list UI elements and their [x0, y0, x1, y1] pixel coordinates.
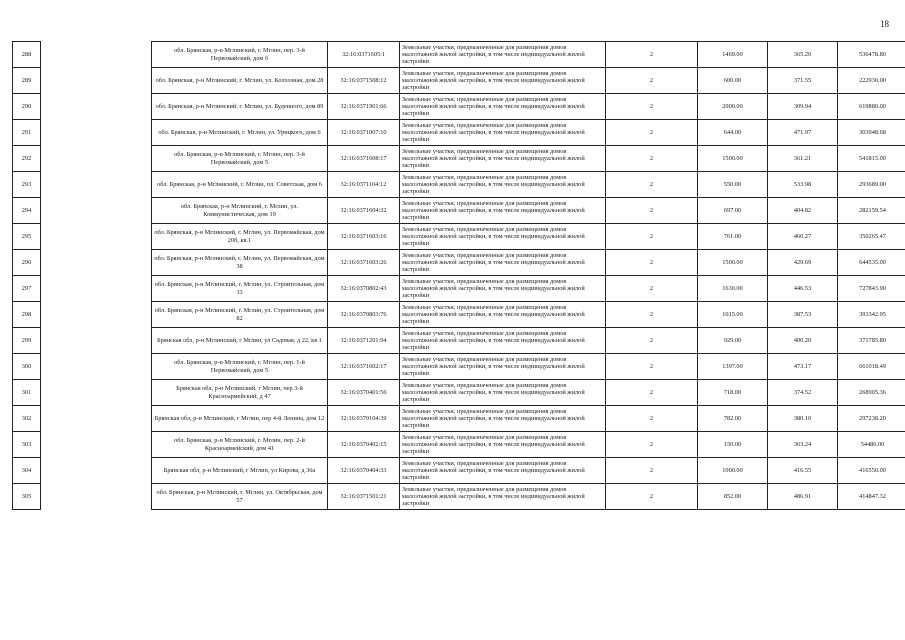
spacer-cell: [41, 146, 152, 172]
spacer-cell: [41, 276, 152, 302]
table-row: [13, 224, 905, 250]
price-cell: 400.20: [768, 328, 838, 354]
row-number-cell: 290: [13, 94, 41, 120]
permitted-use-cell: Земельные участки, предназначенные для размещения домов малоэтажной жилой застройки, в том числе индивидуальной жилой застройки: [400, 302, 606, 328]
area-cell: 1500.00: [698, 250, 768, 276]
cadastral-number-cell: 32:16:0370401:56: [328, 380, 400, 406]
cadastral-number-cell: 32:16:0371501:21: [328, 484, 400, 510]
area-cell: 150.00: [698, 432, 768, 458]
price-cell: 471.97: [768, 120, 838, 146]
permitted-use-cell: Земельные участки, предназначенные для размещения домов малоэтажной жилой застройки, в том числе индивидуальной жилой застройки: [400, 94, 606, 120]
address-cell: обл. Брянская, р-н Мглинский, г. Мглин, пер. 2-й Красноармейский, дом 41: [152, 432, 328, 458]
area-cell: 2000.00: [698, 94, 768, 120]
price-cell: 387.53: [768, 302, 838, 328]
row-number-cell: 302: [13, 406, 41, 432]
row-number-cell: 297: [13, 276, 41, 302]
permitted-use-cell: Земельные участки, предназначенные для размещения домов малоэтажной жилой застройки, в том числе индивидуальной жилой застройки: [400, 276, 606, 302]
quantity-cell: 2: [606, 224, 698, 250]
page-number: 18: [880, 19, 889, 29]
spacer-cell: [41, 432, 152, 458]
address-cell: Брянская обл, р-н Мглинский, г Мглин, ул Садовая, д 22, кв 1: [152, 328, 328, 354]
spacer-cell: [41, 68, 152, 94]
cadastral-value-cell: 541815.00: [838, 146, 905, 172]
price-cell: 446.53: [768, 276, 838, 302]
row-number-cell: 289: [13, 68, 41, 94]
row-number-cell: 292: [13, 146, 41, 172]
cadastral-value-cell: 350265.47: [838, 224, 905, 250]
price-cell: 429.69: [768, 250, 838, 276]
cadastral-value-cell: 371785.80: [838, 328, 905, 354]
spacer-cell: [41, 250, 152, 276]
table-row: [13, 354, 905, 380]
area-cell: 644.00: [698, 120, 768, 146]
table-row: [13, 250, 905, 276]
table-row: [13, 120, 905, 146]
cadastral-number-cell: 32:16:0371603:16: [328, 224, 400, 250]
row-number-cell: 293: [13, 172, 41, 198]
quantity-cell: 2: [606, 406, 698, 432]
cadastral-value-cell: 222930.00: [838, 68, 905, 94]
table-row: [13, 302, 905, 328]
price-cell: 460.27: [768, 224, 838, 250]
cadastral-number-cell: 32:16:0371104:12: [328, 172, 400, 198]
spacer-cell: [41, 42, 152, 68]
cadastral-number-cell: 32:16:0371603:26: [328, 250, 400, 276]
table-row: [13, 380, 905, 406]
price-cell: 486.91: [768, 484, 838, 510]
row-number-cell: 301: [13, 380, 41, 406]
address-cell: обл. Брянская, р-н Мглинский, г. Мглин, ул. Первомайская, дом 20б, кв.1: [152, 224, 328, 250]
permitted-use-cell: Земельные участки, предназначенные для размещения домов малоэтажной жилой застройки, в том числе индивидуальной жилой застройки: [400, 198, 606, 224]
permitted-use-cell: Земельные участки, предназначенные для размещения домов малоэтажной жилой застройки, в том числе индивидуальной жилой застройки: [400, 224, 606, 250]
quantity-cell: 2: [606, 380, 698, 406]
address-cell: обл. Брянская, р-н Мглинский, г. Мглин, пер. 1-й Первомайский, дом 5: [152, 354, 328, 380]
area-cell: 1397.00: [698, 354, 768, 380]
address-cell: обл. Брянская, р-н Мглинский, г. Мглин, ул. Коммунистическая, дом 19: [152, 198, 328, 224]
address-cell: обл. Брянская, р-н Мглинский, г. Мглин, ул. Колхозная, дом 28: [152, 68, 328, 94]
price-cell: 371.55: [768, 68, 838, 94]
row-number-cell: 304: [13, 458, 41, 484]
price-cell: 473.17: [768, 354, 838, 380]
permitted-use-cell: Земельные участки, предназначенные для размещения домов малоэтажной жилой застройки, в том числе индивидуальной жилой застройки: [400, 120, 606, 146]
permitted-use-cell: Земельные участки, предназначенные для размещения домов малоэтажной жилой застройки, в том числе индивидуальной жилой застройки: [400, 354, 606, 380]
table-row: [13, 68, 905, 94]
address-cell: Брянская обл, р-н Мглинский, г Мглин, ул Кирова, д 36а: [152, 458, 328, 484]
price-cell: 533.98: [768, 172, 838, 198]
area-cell: 550.00: [698, 172, 768, 198]
cadastral-value-cell: 414847.32: [838, 484, 905, 510]
table-row: [13, 432, 905, 458]
address-cell: обл. Брянская, р-н Мглинский, г. Мглин, ул. Урицкого, дом 6: [152, 120, 328, 146]
row-number-cell: 291: [13, 120, 41, 146]
address-cell: обл. Брянская, р-н Мглинский, г. Мглин, ул. Первомайская, дом 38: [152, 250, 328, 276]
quantity-cell: 2: [606, 484, 698, 510]
permitted-use-cell: Земельные участки, предназначенные для размещения домов малоэтажной жилой застройки, в том числе индивидуальной жилой застройки: [400, 146, 606, 172]
address-cell: обл. Брянская, р-н Мглинский, г. Мглин, ул. Буденного, дом 89: [152, 94, 328, 120]
price-cell: 374.52: [768, 380, 838, 406]
permitted-use-cell: Земельные участки, предназначенные для размещения домов малоэтажной жилой застройки, в том числе индивидуальной жилой застройки: [400, 42, 606, 68]
area-cell: 1630.00: [698, 276, 768, 302]
cadastral-number-cell: 32:16:0371604:32: [328, 198, 400, 224]
quantity-cell: 2: [606, 432, 698, 458]
spacer-cell: [41, 224, 152, 250]
table-row: [13, 484, 905, 510]
quantity-cell: 2: [606, 172, 698, 198]
row-number-cell: 288: [13, 42, 41, 68]
table-row: [13, 94, 905, 120]
table-row: [13, 198, 905, 224]
price-cell: 404.82: [768, 198, 838, 224]
table-row: [13, 458, 905, 484]
price-cell: 361.21: [768, 146, 838, 172]
cadastral-value-cell: 268905.36: [838, 380, 905, 406]
area-cell: 1015.00: [698, 302, 768, 328]
cadastral-number-cell: 32:16:0371608:17: [328, 146, 400, 172]
price-cell: 363.24: [768, 432, 838, 458]
quantity-cell: 2: [606, 42, 698, 68]
permitted-use-cell: Земельные участки, предназначенные для размещения домов малоэтажной жилой застройки, в том числе индивидуальной жилой застройки: [400, 380, 606, 406]
area-cell: 782.00: [698, 406, 768, 432]
spacer-cell: [41, 354, 152, 380]
address-cell: обл. Брянская, р-н Мглинский, г. Мглин, ул. Строительная, дом 82: [152, 302, 328, 328]
quantity-cell: 2: [606, 94, 698, 120]
cadastral-number-cell: 32:16:0371602:17: [328, 354, 400, 380]
address-cell: Брянская обл, р-н Мглинский, г Мглин, пер 4-й Ленина, дом 12: [152, 406, 328, 432]
cadastral-number-cell: 32:16:0371901:66: [328, 94, 400, 120]
price-cell: 309.94: [768, 94, 838, 120]
price-cell: 365.20: [768, 42, 838, 68]
address-cell: обл. Брянская, р-н Мглинский, г. Мглин, пер. 3-й Первомайский, дом 5: [152, 146, 328, 172]
area-cell: 852.00: [698, 484, 768, 510]
row-number-cell: 305: [13, 484, 41, 510]
address-cell: обл. Брянская, р-н Мглинский, г. Мглин, ул. Октябрьская, дом 57: [152, 484, 328, 510]
table-row: [13, 328, 905, 354]
quantity-cell: 2: [606, 120, 698, 146]
spacer-cell: [41, 484, 152, 510]
table-body: [13, 42, 905, 510]
area-cell: 929.00: [698, 328, 768, 354]
table-row: [13, 276, 905, 302]
area-cell: 600.00: [698, 68, 768, 94]
area-cell: 1000.00: [698, 458, 768, 484]
cadastral-value-cell: 293689.00: [838, 172, 905, 198]
row-number-cell: 294: [13, 198, 41, 224]
permitted-use-cell: Земельные участки, предназначенные для размещения домов малоэтажной жилой застройки, в том числе индивидуальной жилой застройки: [400, 68, 606, 94]
area-cell: 697.00: [698, 198, 768, 224]
area-cell: 761.00: [698, 224, 768, 250]
row-number-cell: 298: [13, 302, 41, 328]
spacer-cell: [41, 172, 152, 198]
spacer-cell: [41, 198, 152, 224]
address-cell: обл. Брянская, р-н Мглинский, г. Мглин, ул. Строительная, дом 33: [152, 276, 328, 302]
quantity-cell: 2: [606, 302, 698, 328]
cadastral-value-cell: 727843.90: [838, 276, 905, 302]
cadastral-value-cell: 297238.20: [838, 406, 905, 432]
cadastral-value-cell: 303948.68: [838, 120, 905, 146]
cadastral-value-cell: 619880.00: [838, 94, 905, 120]
permitted-use-cell: Земельные участки, предназначенные для размещения домов малоэтажной жилой застройки, в том числе индивидуальной жилой застройки: [400, 458, 606, 484]
land-plots-table: [12, 41, 905, 510]
row-number-cell: 296: [13, 250, 41, 276]
cadastral-value-cell: 54486.00: [838, 432, 905, 458]
quantity-cell: 2: [606, 146, 698, 172]
spacer-cell: [41, 380, 152, 406]
cadastral-value-cell: 393342.95: [838, 302, 905, 328]
permitted-use-cell: Земельные участки, предназначенные для размещения домов малоэтажной жилой застройки, в том числе индивидуальной жилой застройки: [400, 250, 606, 276]
cadastral-value-cell: 536478.80: [838, 42, 905, 68]
row-number-cell: 299: [13, 328, 41, 354]
permitted-use-cell: Земельные участки, предназначенные для размещения домов малоэтажной жилой застройки, в том числе индивидуальной жилой застройки: [400, 172, 606, 198]
cadastral-number-cell: 32:16:0371007:10: [328, 120, 400, 146]
permitted-use-cell: Земельные участки, предназначенные для размещения домов малоэтажной жилой застройки, в том числе индивидуальной жилой застройки: [400, 484, 606, 510]
spacer-cell: [41, 120, 152, 146]
quantity-cell: 2: [606, 68, 698, 94]
price-cell: 380.10: [768, 406, 838, 432]
price-cell: 416.55: [768, 458, 838, 484]
cadastral-value-cell: 644535.00: [838, 250, 905, 276]
row-number-cell: 300: [13, 354, 41, 380]
area-cell: 1469.00: [698, 42, 768, 68]
cadastral-number-cell: 32:16:0370402:15: [328, 432, 400, 458]
row-number-cell: 303: [13, 432, 41, 458]
cadastral-value-cell: 661018.49: [838, 354, 905, 380]
spacer-cell: [41, 302, 152, 328]
quantity-cell: 2: [606, 276, 698, 302]
cadastral-number-cell: 32:16:0370404:33: [328, 458, 400, 484]
table-row: [13, 172, 905, 198]
cadastral-number-cell: 32:16:0371508:12: [328, 68, 400, 94]
cadastral-value-cell: 416550.00: [838, 458, 905, 484]
permitted-use-cell: Земельные участки, предназначенные для размещения домов малоэтажной жилой застройки, в том числе индивидуальной жилой застройки: [400, 406, 606, 432]
area-cell: 1500.00: [698, 146, 768, 172]
address-cell: Брянская обл, р-н Мглинский, г Мглин, пер 3-й Красноармейский, д 47: [152, 380, 328, 406]
table-row: [13, 146, 905, 172]
spacer-cell: [41, 458, 152, 484]
address-cell: обл. Брянская, р-н Мглинский, г. Мглин, пл. Советская, дом 6: [152, 172, 328, 198]
quantity-cell: 2: [606, 458, 698, 484]
address-cell: обл. Брянская, р-н Мглинский, г. Мглин, пер. 3-й Первомайский, дом 6: [152, 42, 328, 68]
quantity-cell: 2: [606, 198, 698, 224]
table-row: [13, 406, 905, 432]
cadastral-number-cell: 32:16:0371201:94: [328, 328, 400, 354]
permitted-use-cell: Земельные участки, предназначенные для размещения домов малоэтажной жилой застройки, в том числе индивидуальной жилой застройки: [400, 432, 606, 458]
area-cell: 718.00: [698, 380, 768, 406]
cadastral-number-cell: 32:16:0370104:39: [328, 406, 400, 432]
cadastral-number-cell: 32:16:0370802:43: [328, 276, 400, 302]
quantity-cell: 2: [606, 354, 698, 380]
permitted-use-cell: Земельные участки, предназначенные для размещения домов малоэтажной жилой застройки, в том числе индивидуальной жилой застройки: [400, 328, 606, 354]
spacer-cell: [41, 406, 152, 432]
cadastral-number-cell: 32:16:0371605:1: [328, 42, 400, 68]
table-row: [13, 42, 905, 68]
spacer-cell: [41, 328, 152, 354]
cadastral-value-cell: 282159.54: [838, 198, 905, 224]
spacer-cell: [41, 94, 152, 120]
row-number-cell: 295: [13, 224, 41, 250]
cadastral-number-cell: 32:16:0370803:76: [328, 302, 400, 328]
quantity-cell: 2: [606, 328, 698, 354]
quantity-cell: 2: [606, 250, 698, 276]
